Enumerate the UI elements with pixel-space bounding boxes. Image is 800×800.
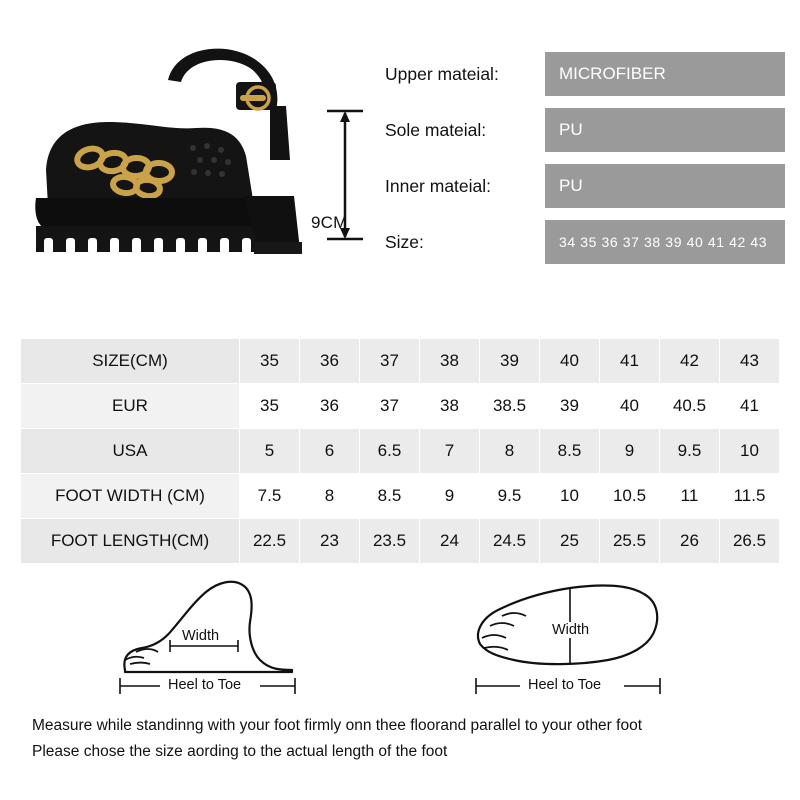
table-row [21, 429, 780, 474]
table-cell: 35 [240, 339, 300, 384]
table-cell: 40 [600, 384, 660, 429]
table-cell: 23 [300, 519, 360, 564]
table-cell: 36 [300, 384, 360, 429]
table-cell: 8 [300, 474, 360, 519]
table-cell: 35 [240, 384, 300, 429]
table-cell: 23.5 [360, 519, 420, 564]
table-cell: 39 [540, 384, 600, 429]
table-cell: 25 [540, 519, 600, 564]
table-cell: 36 [300, 339, 360, 384]
table-cell: 8.5 [360, 474, 420, 519]
table-cell: 26.5 [720, 519, 780, 564]
product-spec-section [0, 0, 800, 310]
table-cell: 25.5 [600, 519, 660, 564]
spec-label-size: Size: [385, 232, 424, 252]
table-cell: 37 [360, 384, 420, 429]
table-cell: 10 [540, 474, 600, 519]
foot-length-label-right: Heel to Toe [528, 677, 602, 693]
table-cell: 40 [540, 339, 600, 384]
table-row-header: USA [21, 429, 240, 474]
table-cell: 5 [240, 429, 300, 474]
spec-row-upper-material [385, 52, 785, 96]
foot-length-label-left: Heel to Toe [168, 677, 242, 693]
table-cell: 38 [420, 339, 480, 384]
table-row-header: FOOT LENGTH(CM) [21, 519, 240, 564]
table-cell: 39 [480, 339, 540, 384]
table-cell: 38.5 [480, 384, 540, 429]
spec-value-size: 34 35 36 37 38 39 40 41 42 43 [545, 220, 785, 264]
table-cell: 26 [660, 519, 720, 564]
foot-measurement-diagrams [0, 560, 800, 705]
foot-width-label-left: Width [178, 628, 223, 644]
table-cell: 8 [480, 429, 540, 474]
spec-label-inner-material: Inner mateial: [385, 176, 492, 196]
table-cell: 11 [660, 474, 720, 519]
spec-row-size [385, 220, 785, 264]
table-cell: 9 [420, 474, 480, 519]
table-cell: 11.5 [720, 474, 780, 519]
note-line-2: Please chose the size aording to the actual length of the foot [32, 743, 448, 760]
table-cell: 10.5 [600, 474, 660, 519]
measurement-notes [32, 715, 772, 767]
spec-row-inner-material [385, 164, 785, 208]
table-cell: 22.5 [240, 519, 300, 564]
spec-value-inner-material: PU [545, 164, 785, 208]
product-photo [18, 10, 308, 285]
size-chart-table [20, 338, 780, 564]
table-cell: 9.5 [660, 429, 720, 474]
table-row-header: EUR [21, 384, 240, 429]
spec-list [385, 52, 785, 276]
table-cell: 10 [720, 429, 780, 474]
table-cell: 6 [300, 429, 360, 474]
table-cell: 6.5 [360, 429, 420, 474]
table-cell: 43 [720, 339, 780, 384]
foot-diagram-side-view [110, 560, 330, 705]
note-line-1: Measure while standinng with your foot firmly onn thee floorand parallel to your other foot [32, 717, 643, 734]
spec-row-sole-material [385, 108, 785, 152]
table-row [21, 384, 780, 429]
table-cell: 41 [720, 384, 780, 429]
table-cell: 24 [420, 519, 480, 564]
spec-value-sole-material: PU [545, 108, 785, 152]
table-cell: 40.5 [660, 384, 720, 429]
table-cell: 8.5 [540, 429, 600, 474]
spec-value-upper-material: MICROFIBER [545, 52, 785, 96]
table-cell: 9 [600, 429, 660, 474]
table-row [21, 519, 780, 564]
table-cell: 9.5 [480, 474, 540, 519]
table-cell: 7.5 [240, 474, 300, 519]
table-cell: 42 [660, 339, 720, 384]
spec-label-sole-material: Sole mateial: [385, 120, 487, 140]
spec-label-upper-material: Upper mateial: [385, 64, 499, 84]
table-row [21, 474, 780, 519]
table-cell: 38 [420, 384, 480, 429]
foot-diagram-top-view [460, 560, 690, 705]
table-cell: 37 [360, 339, 420, 384]
table-row-header: SIZE(CM) [21, 339, 240, 384]
table-cell: 7 [420, 429, 480, 474]
table-cell: 41 [600, 339, 660, 384]
table-row-header: FOOT WIDTH (CM) [21, 474, 240, 519]
table-row [21, 339, 780, 384]
table-cell: 24.5 [480, 519, 540, 564]
heel-height-label: 9CM [311, 213, 348, 232]
shoe-illustration [18, 10, 308, 285]
foot-width-label-right: Width [548, 622, 593, 638]
